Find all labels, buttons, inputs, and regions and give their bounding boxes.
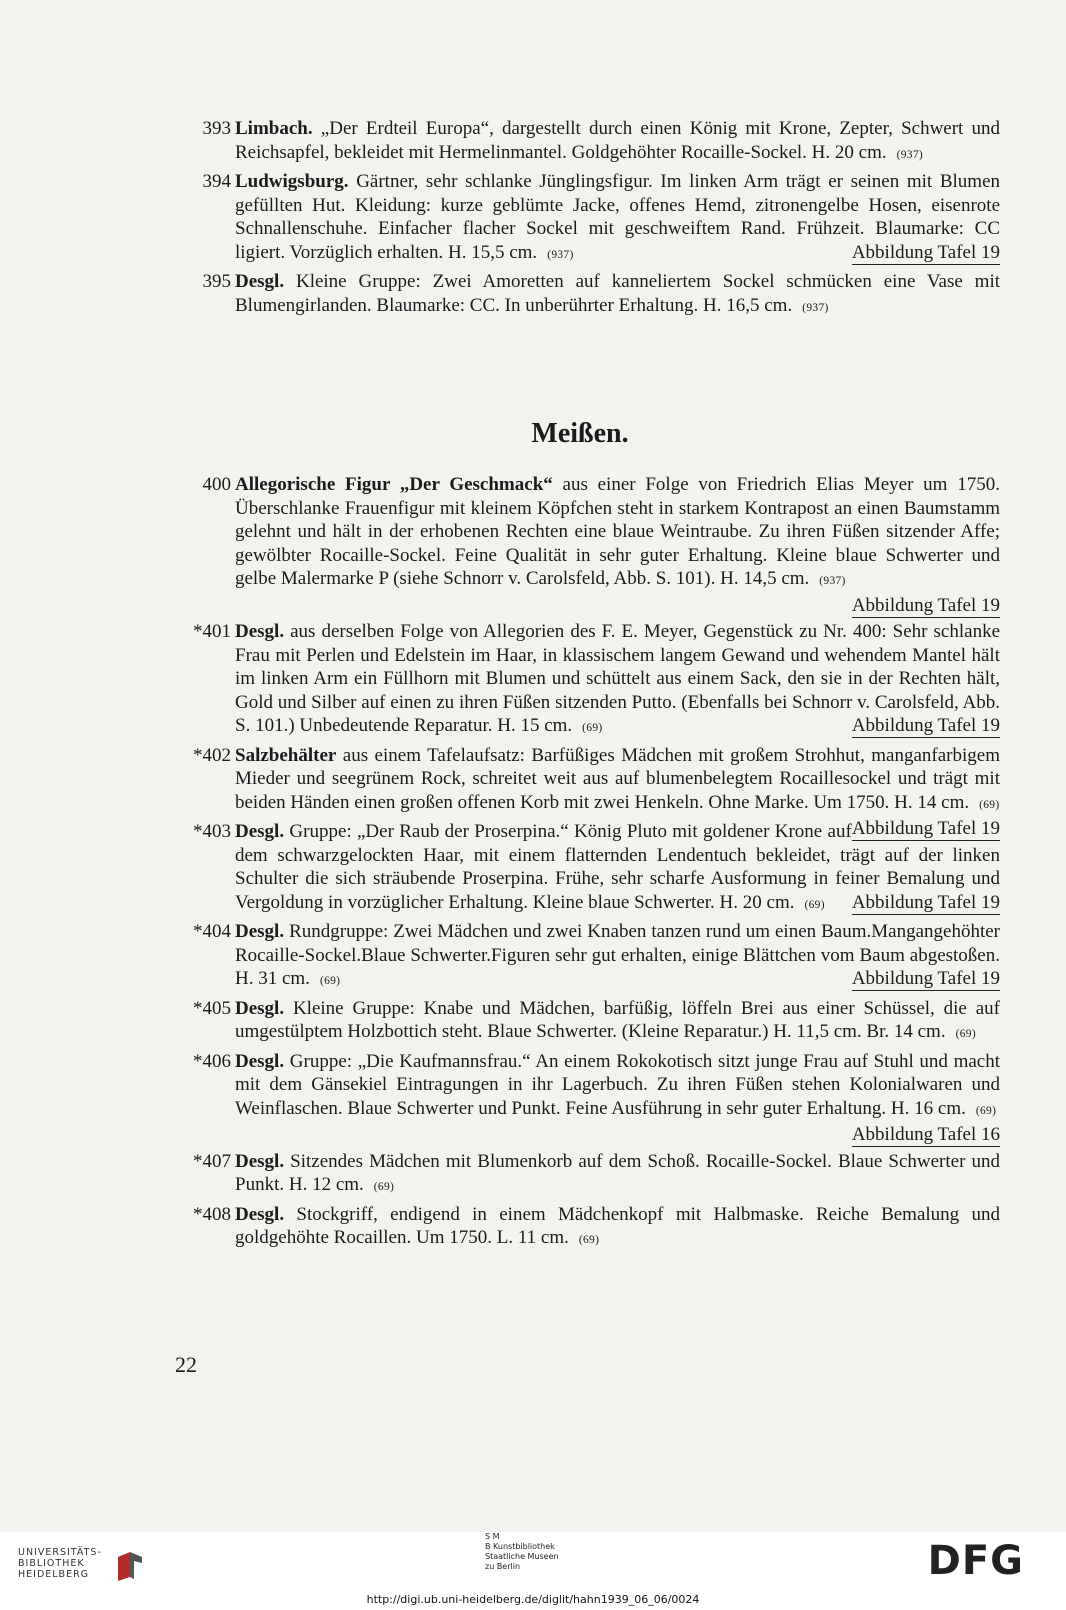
entry-number: 400 bbox=[202, 474, 231, 495]
library-line: zu Berlin bbox=[485, 1562, 521, 1571]
catalog-entry bbox=[178, 920, 1000, 994]
entry-number: *403 bbox=[193, 821, 231, 842]
entry-title: Desgl. bbox=[235, 821, 285, 842]
entry-reference: (937) bbox=[547, 248, 574, 261]
entry-title: Allegorische Figur „Der Geschmack“ bbox=[235, 474, 553, 495]
entries-top bbox=[178, 117, 1000, 323]
plate-reference: Abbildung Tafel 19 bbox=[851, 891, 1000, 913]
catalog-entry bbox=[178, 170, 1000, 267]
entry-title: Salzbehälter bbox=[235, 744, 337, 766]
entry-text: Gärtner, sehr schlanke Jünglingsfigur. Im linken Arm trägt er seinen mit Blumen gefüllten Hut. Kleidung: kurze geblümte Jacke, offenes Hemd, zitronengelbe Hosen, eisenrote Schnallenschuhe. Einfacher flacher Sockel mit geschweiftem Rand. Frühzeit. Blaumarke: CC ligiert. Vorzüglich erhalten. H. 15,5 cm. bbox=[235, 171, 1001, 263]
library-mark-icon bbox=[114, 1549, 144, 1585]
entry-reference: (69) bbox=[582, 722, 603, 734]
entry-number: 393 bbox=[202, 118, 231, 139]
entry-reference: (69) bbox=[319, 975, 341, 987]
source-url[interactable]: http://digi.ub.uni-heidelberg.de/diglit/hahn1939_06_06/0024 bbox=[366, 1593, 700, 1606]
entry-number: *407 bbox=[193, 1150, 231, 1172]
entry-title: Desgl. bbox=[235, 1050, 285, 1072]
entry-title: Desgl. bbox=[235, 997, 285, 1019]
entry-number: *408 bbox=[193, 1203, 231, 1225]
entry-reference: (69) bbox=[373, 1181, 395, 1193]
entry-text: Gruppe: „Die Kaufmannsfrau.“ An einem Rokokotisch sitzt junge Frau auf Stuhl und macht mit dem Gänsekiel Eintragungen in ihr Lagerbuch. Zu ihren Füßen stehen Kolonialwaren und Weinflaschen. Blaue Schwerter und Punkt. Feine Ausführung in sehr guter Erhaltung. H. 16 cm. bbox=[235, 1050, 1001, 1119]
entry-title: Desgl. bbox=[235, 1203, 285, 1225]
kunstbibliothek-stamp bbox=[485, 1532, 605, 1572]
entry-number: *406 bbox=[193, 1050, 231, 1072]
entry-reference: (937) bbox=[896, 148, 924, 161]
entry-text: aus derselben Folge von Allegorien des F. E. Meyer, Gegenstück zu Nr. 400: Sehr schlanke Frau mit Perlen und Edelstein im Haar, in klassischem langem Gewand und wehendem Mantel hält im linken Arm ein Füllhorn mit Blumen und schüttelt aus einem Sack, den sie in der Rechten hält, Gold und Silber auf einen zu ihren Füßen sitzenden Putto. (Ebenfalls bei Schnorr v. Carolsfeld, Abb. S. 101.) Unbedeutende Reparatur. H. 15 cm. bbox=[235, 621, 1001, 736]
entry-reference: (69) bbox=[578, 1234, 600, 1246]
entry-reference: (69) bbox=[979, 798, 1000, 811]
plate-reference: Abbildung Tafel 19 bbox=[851, 968, 1000, 989]
plate-reference: Abbildung Tafel 19 bbox=[851, 818, 1000, 839]
entry-title: Desgl. bbox=[235, 271, 285, 292]
catalog-entry bbox=[178, 1150, 1000, 1200]
catalog-entry bbox=[178, 820, 1000, 917]
catalog-entry bbox=[178, 1203, 1000, 1253]
section-title: Meißen. bbox=[531, 418, 629, 449]
plate-reference: Abbildung Tafel 16 bbox=[851, 1124, 1000, 1145]
catalog-entry bbox=[178, 473, 1000, 617]
plate-reference: Abbildung Tafel 19 bbox=[851, 594, 1000, 616]
entries-main bbox=[178, 473, 1000, 1256]
catalog-entry bbox=[178, 997, 1000, 1047]
library-line: B Kunstbibliothek bbox=[485, 1542, 555, 1551]
entry-number: *404 bbox=[193, 921, 231, 942]
entry-text: Kleine Gruppe: Zwei Amoretten auf kanneliertem Sockel schmücken eine Vase mit Blumengirlanden. Blaumarke: CC. In unberührter Erhaltung. H. 16,5 cm. bbox=[235, 271, 1001, 316]
library-line: Staatliche Museen bbox=[485, 1552, 559, 1561]
entry-title: Desgl. bbox=[235, 1150, 285, 1172]
entry-reference: (937) bbox=[802, 301, 829, 314]
entry-text: „Der Erdteil Europa“, dargestellt durch einen König mit Krone, Zepter, Schwert und Reichsapfel, bekleidet mit Hermelinmantel. Goldgehöhter Rocaille-Sockel. H. 20 cm. bbox=[235, 118, 1001, 163]
entry-title: Desgl. bbox=[235, 921, 285, 942]
university-logo-line: UNIVERSITÄTS- bbox=[18, 1547, 102, 1558]
catalog-entry bbox=[178, 1050, 1000, 1147]
entry-number: 394 bbox=[202, 171, 231, 192]
entry-title: Ludwigsburg. bbox=[235, 171, 349, 192]
footer-bar bbox=[0, 1532, 1066, 1610]
plate-reference: Abbildung Tafel 19 bbox=[851, 241, 1000, 263]
catalog-entry bbox=[178, 117, 1000, 167]
entry-reference: (937) bbox=[819, 575, 846, 587]
entry-number: *402 bbox=[193, 744, 231, 766]
entry-reference: (69) bbox=[955, 1028, 976, 1040]
entry-text: Stockgriff, endigend in einem Mädchenkopf mit Halbmaske. Reiche Bemalung und goldgehöhte Rocaillen. Um 1750. L. 11 cm. bbox=[235, 1203, 1000, 1248]
university-logo-line: HEIDELBERG bbox=[18, 1569, 90, 1580]
entry-number: *401 bbox=[193, 621, 231, 642]
library-line: S M bbox=[485, 1532, 500, 1541]
entry-title: Desgl. bbox=[235, 621, 285, 642]
university-library-logo[interactable] bbox=[18, 1547, 148, 1587]
entry-text: Kleine Gruppe: Knabe und Mädchen, barfüßig, löffeln Brei aus einer Schüssel, die auf umgestülptem Holzbottich steht. Blaue Schwerter. (Kleine Reparatur.) H. 11,5 cm. Br. 14 cm. bbox=[235, 997, 1000, 1042]
entry-reference: (69) bbox=[975, 1104, 997, 1117]
entry-number: 395 bbox=[202, 271, 231, 292]
entry-text: Rundgruppe: Zwei Mädchen und zwei Knaben tanzen rund um einen Baum.Mangangehöhter Rocaille-Sockel.Blaue Schwerter.Figuren sehr gut erhalten, einige Blättchen vom Baum abgestoßen. H. 31 cm. bbox=[235, 921, 1000, 989]
entry-title: Limbach. bbox=[235, 118, 313, 139]
university-logo-line: BIBLIOTHEK bbox=[18, 1558, 85, 1569]
catalog-entry bbox=[178, 270, 1000, 320]
entry-reference: (69) bbox=[804, 898, 825, 911]
entry-number: *405 bbox=[193, 997, 231, 1019]
entry-text: aus einer Folge von Friedrich Elias Meyer um 1750. Überschlanke Frauenfigur mit kleinem Köpfchen steht in starkem Kontrapost an einen Baumstamm gelehnt und hält in der erhobenen Rechten eine blaue Weintraube. Zu ihren Füßen sitzender Affe; gewölbter Rocaille-Sockel. Feine Qualität in sehr guter Erhaltung. Kleine blaue Schwerter und gelbe Malermarke P (siehe Schnorr v. Carolsfeld, Abb. S. 101). H. 14,5 cm. bbox=[235, 474, 1000, 589]
entry-text: Sitzendes Mädchen mit Blumenkorb auf dem Schoß. Rocaille-Sockel. Blaue Schwerter und Punkt. H. 12 cm. bbox=[235, 1150, 1001, 1195]
entry-text: aus einem Tafelaufsatz: Barfüßiges Mädchen mit großem Strohhut, manganfarbigem Mieder und seegrünem Rock, schreitet weit aus auf blumenbelegtem Rocaillesockel und trägt mit beiden Händen einen großen offenen Korb mit zwei Henkeln. Ohne Marke. Um 1750. H. 14 cm. bbox=[235, 744, 1000, 813]
plate-reference: Abbildung Tafel 19 bbox=[851, 715, 1000, 736]
page-number: 22 bbox=[175, 1352, 197, 1377]
catalog-entry bbox=[178, 620, 1000, 741]
entry-text: Gruppe: „Der Raub der Proserpina.“ König Pluto mit goldener Krone auf dem schwarzgelockten Haar, mit einem flatternden Lendentuch bekleidet, trägt auf der linken Schulter die sich sträubende Proserpina. Frühe, sehr scharfe Ausformung in feiner Bemalung und Vergoldung in vorzüglicher Erhaltung. Kleine blaue Schwerter. H. 20 cm. bbox=[235, 821, 1000, 913]
dfg-logo[interactable]: DFG bbox=[927, 1538, 1024, 1584]
